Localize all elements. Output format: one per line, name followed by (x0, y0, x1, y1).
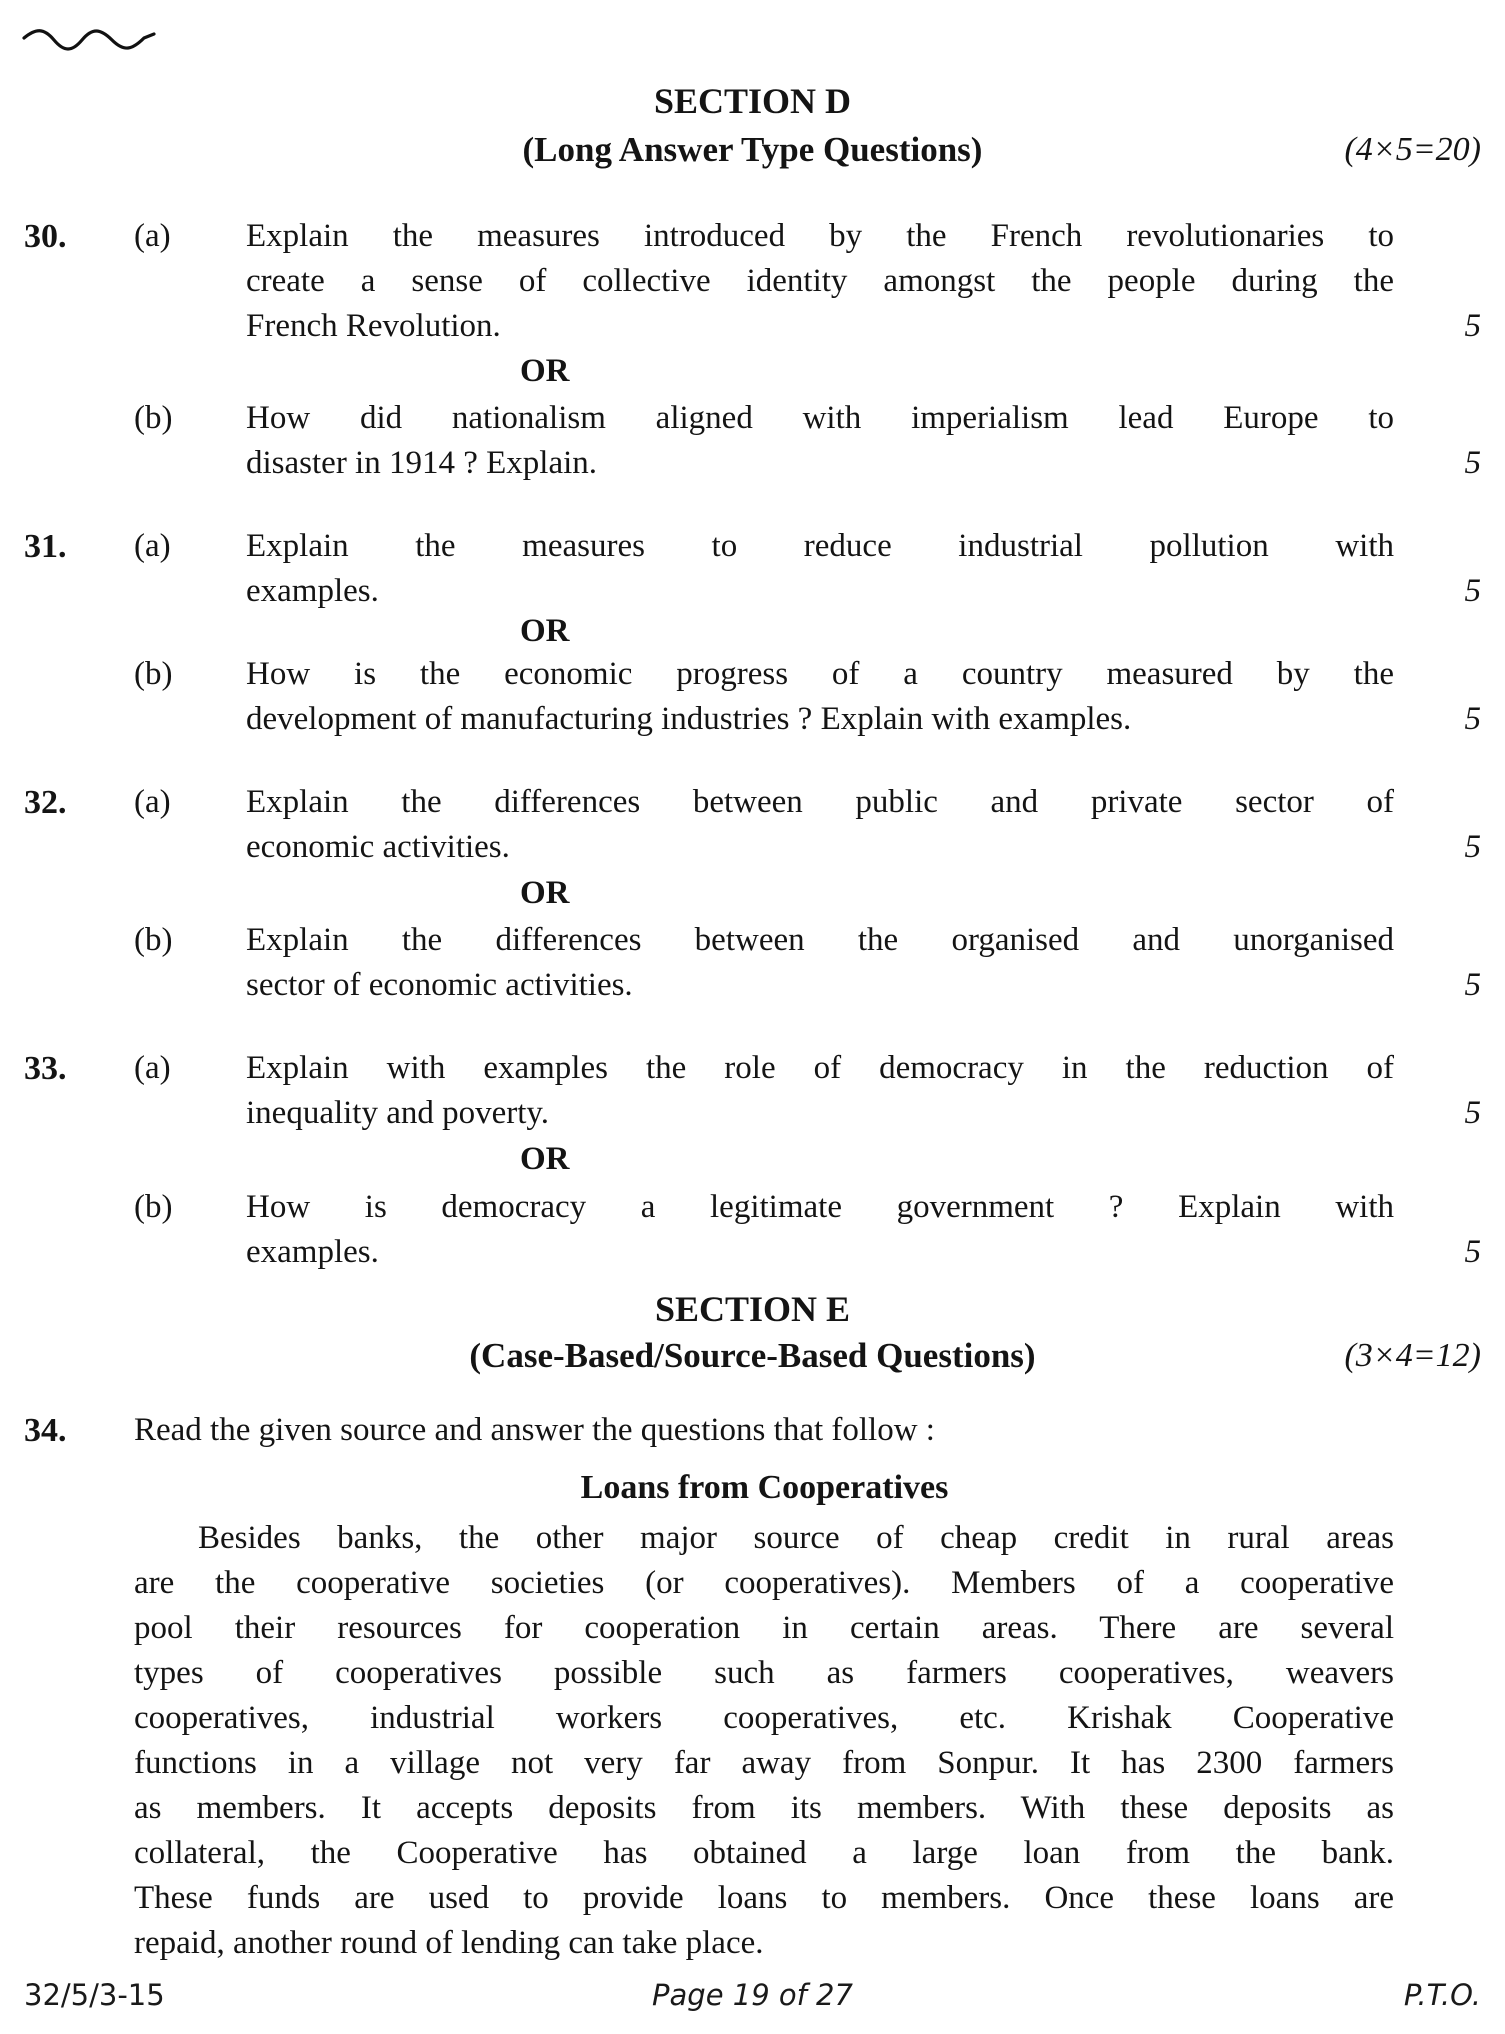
question-line: economic activities. (246, 829, 510, 865)
question-line: Explain the measures introduced by the French revolutionaries to (246, 218, 1394, 254)
question-marks: 5 (1464, 1095, 1481, 1131)
or-separator: OR (520, 875, 570, 911)
option-label: (b) (134, 400, 173, 436)
question-line: Explain with examples the role of democracy in the reduction of (246, 1050, 1394, 1086)
page-number: Page 19 of 27 (652, 1978, 853, 2012)
question-text (246, 396, 1394, 486)
question-line: French Revolution. (246, 308, 501, 344)
question-number: 31. (24, 528, 67, 565)
question-line: Explain the differences between the organised and unorganised (246, 922, 1394, 958)
or-separator: OR (520, 353, 570, 389)
question-line: How is democracy a legitimate government ? Explain with (246, 1189, 1394, 1225)
squiggle-mark (22, 26, 157, 56)
question-number: 33. (24, 1050, 67, 1087)
question-marks: 5 (1464, 701, 1481, 737)
question-text (246, 1046, 1394, 1136)
question-number: 34. (24, 1412, 67, 1449)
question-number: 30. (24, 218, 67, 255)
question-text (246, 652, 1394, 742)
question-marks: 5 (1464, 967, 1481, 1003)
option-label: (a) (134, 528, 171, 564)
question-line: create a sense of collective identity amongst the people during the (246, 263, 1394, 299)
passage-line: pool their resources for cooperation in certain areas. There are several (134, 1610, 1394, 1646)
option-label: (b) (134, 656, 173, 692)
question-line: How is the economic progress of a country measured by the (246, 656, 1394, 692)
question-marks: 5 (1464, 573, 1481, 609)
pto-label: P.T.O. (1403, 1978, 1481, 2012)
or-separator: OR (520, 613, 570, 649)
question-line: inequality and poverty. (246, 1095, 550, 1131)
passage-line: are the cooperative societies (or cooperatives). Members of a cooperative (134, 1565, 1394, 1601)
passage-line: Besides banks, the other major source of cheap credit in rural areas (198, 1520, 1394, 1556)
or-separator: OR (520, 1141, 570, 1177)
question-marks: 5 (1464, 308, 1481, 344)
question-line: Explain the differences between public and private sector of (246, 784, 1394, 820)
question-line: development of manufacturing industries ? Explain with examples. (246, 701, 1132, 737)
question-intro: Read the given source and answer the questions that follow : (134, 1412, 935, 1448)
question-marks: 5 (1464, 445, 1481, 481)
question-marks: 5 (1464, 1234, 1481, 1270)
passage-line: as members. It accepts deposits from its members. With these deposits as (134, 1790, 1394, 1826)
section-e-title: SECTION E (654, 1289, 851, 1329)
question-marks: 5 (1464, 829, 1481, 865)
question-line: Explain the measures to reduce industrial pollution with (246, 528, 1394, 564)
option-label: (a) (134, 784, 171, 820)
passage-line: These funds are used to provide loans to members. Once these loans are (134, 1880, 1394, 1916)
question-text (246, 1185, 1394, 1275)
passage-line: collateral, the Cooperative has obtained a large loan from the bank. (134, 1835, 1394, 1871)
passage-line: functions in a village not very far away from Sonpur. It has 2300 farmers (134, 1745, 1394, 1781)
section-d-marks: (4×5=20) (1344, 131, 1481, 168)
source-title: Loans from Cooperatives (580, 1469, 949, 1506)
option-label: (b) (134, 922, 173, 958)
question-line: examples. (246, 1234, 379, 1270)
passage-line: types of cooperatives possible such as farmers cooperatives, weavers (134, 1655, 1394, 1691)
paper-code: 32/5/3-15 (24, 1978, 165, 2012)
section-e-subtitle: (Case-Based/Source-Based Questions) (469, 1336, 1036, 1375)
section-d-subtitle: (Long Answer Type Questions) (522, 130, 983, 169)
source-passage (134, 1516, 1394, 1966)
question-text (246, 214, 1394, 349)
question-line: disaster in 1914 ? Explain. (246, 445, 598, 481)
section-d-title: SECTION D (653, 81, 852, 121)
passage-line: repaid, another round of lending can take place. (134, 1925, 764, 1961)
option-label: (b) (134, 1189, 173, 1225)
passage-line: cooperatives, industrial workers cooperatives, etc. Krishak Cooperative (134, 1700, 1394, 1736)
question-line: examples. (246, 573, 379, 609)
option-label: (a) (134, 1050, 171, 1086)
section-e-marks: (3×4=12) (1344, 1337, 1481, 1374)
question-text (246, 524, 1394, 614)
option-label: (a) (134, 218, 171, 254)
question-text (246, 780, 1394, 870)
question-line: How did nationalism aligned with imperialism lead Europe to (246, 400, 1394, 436)
question-line: sector of economic activities. (246, 967, 633, 1003)
question-number: 32. (24, 784, 67, 821)
question-text (246, 918, 1394, 1008)
